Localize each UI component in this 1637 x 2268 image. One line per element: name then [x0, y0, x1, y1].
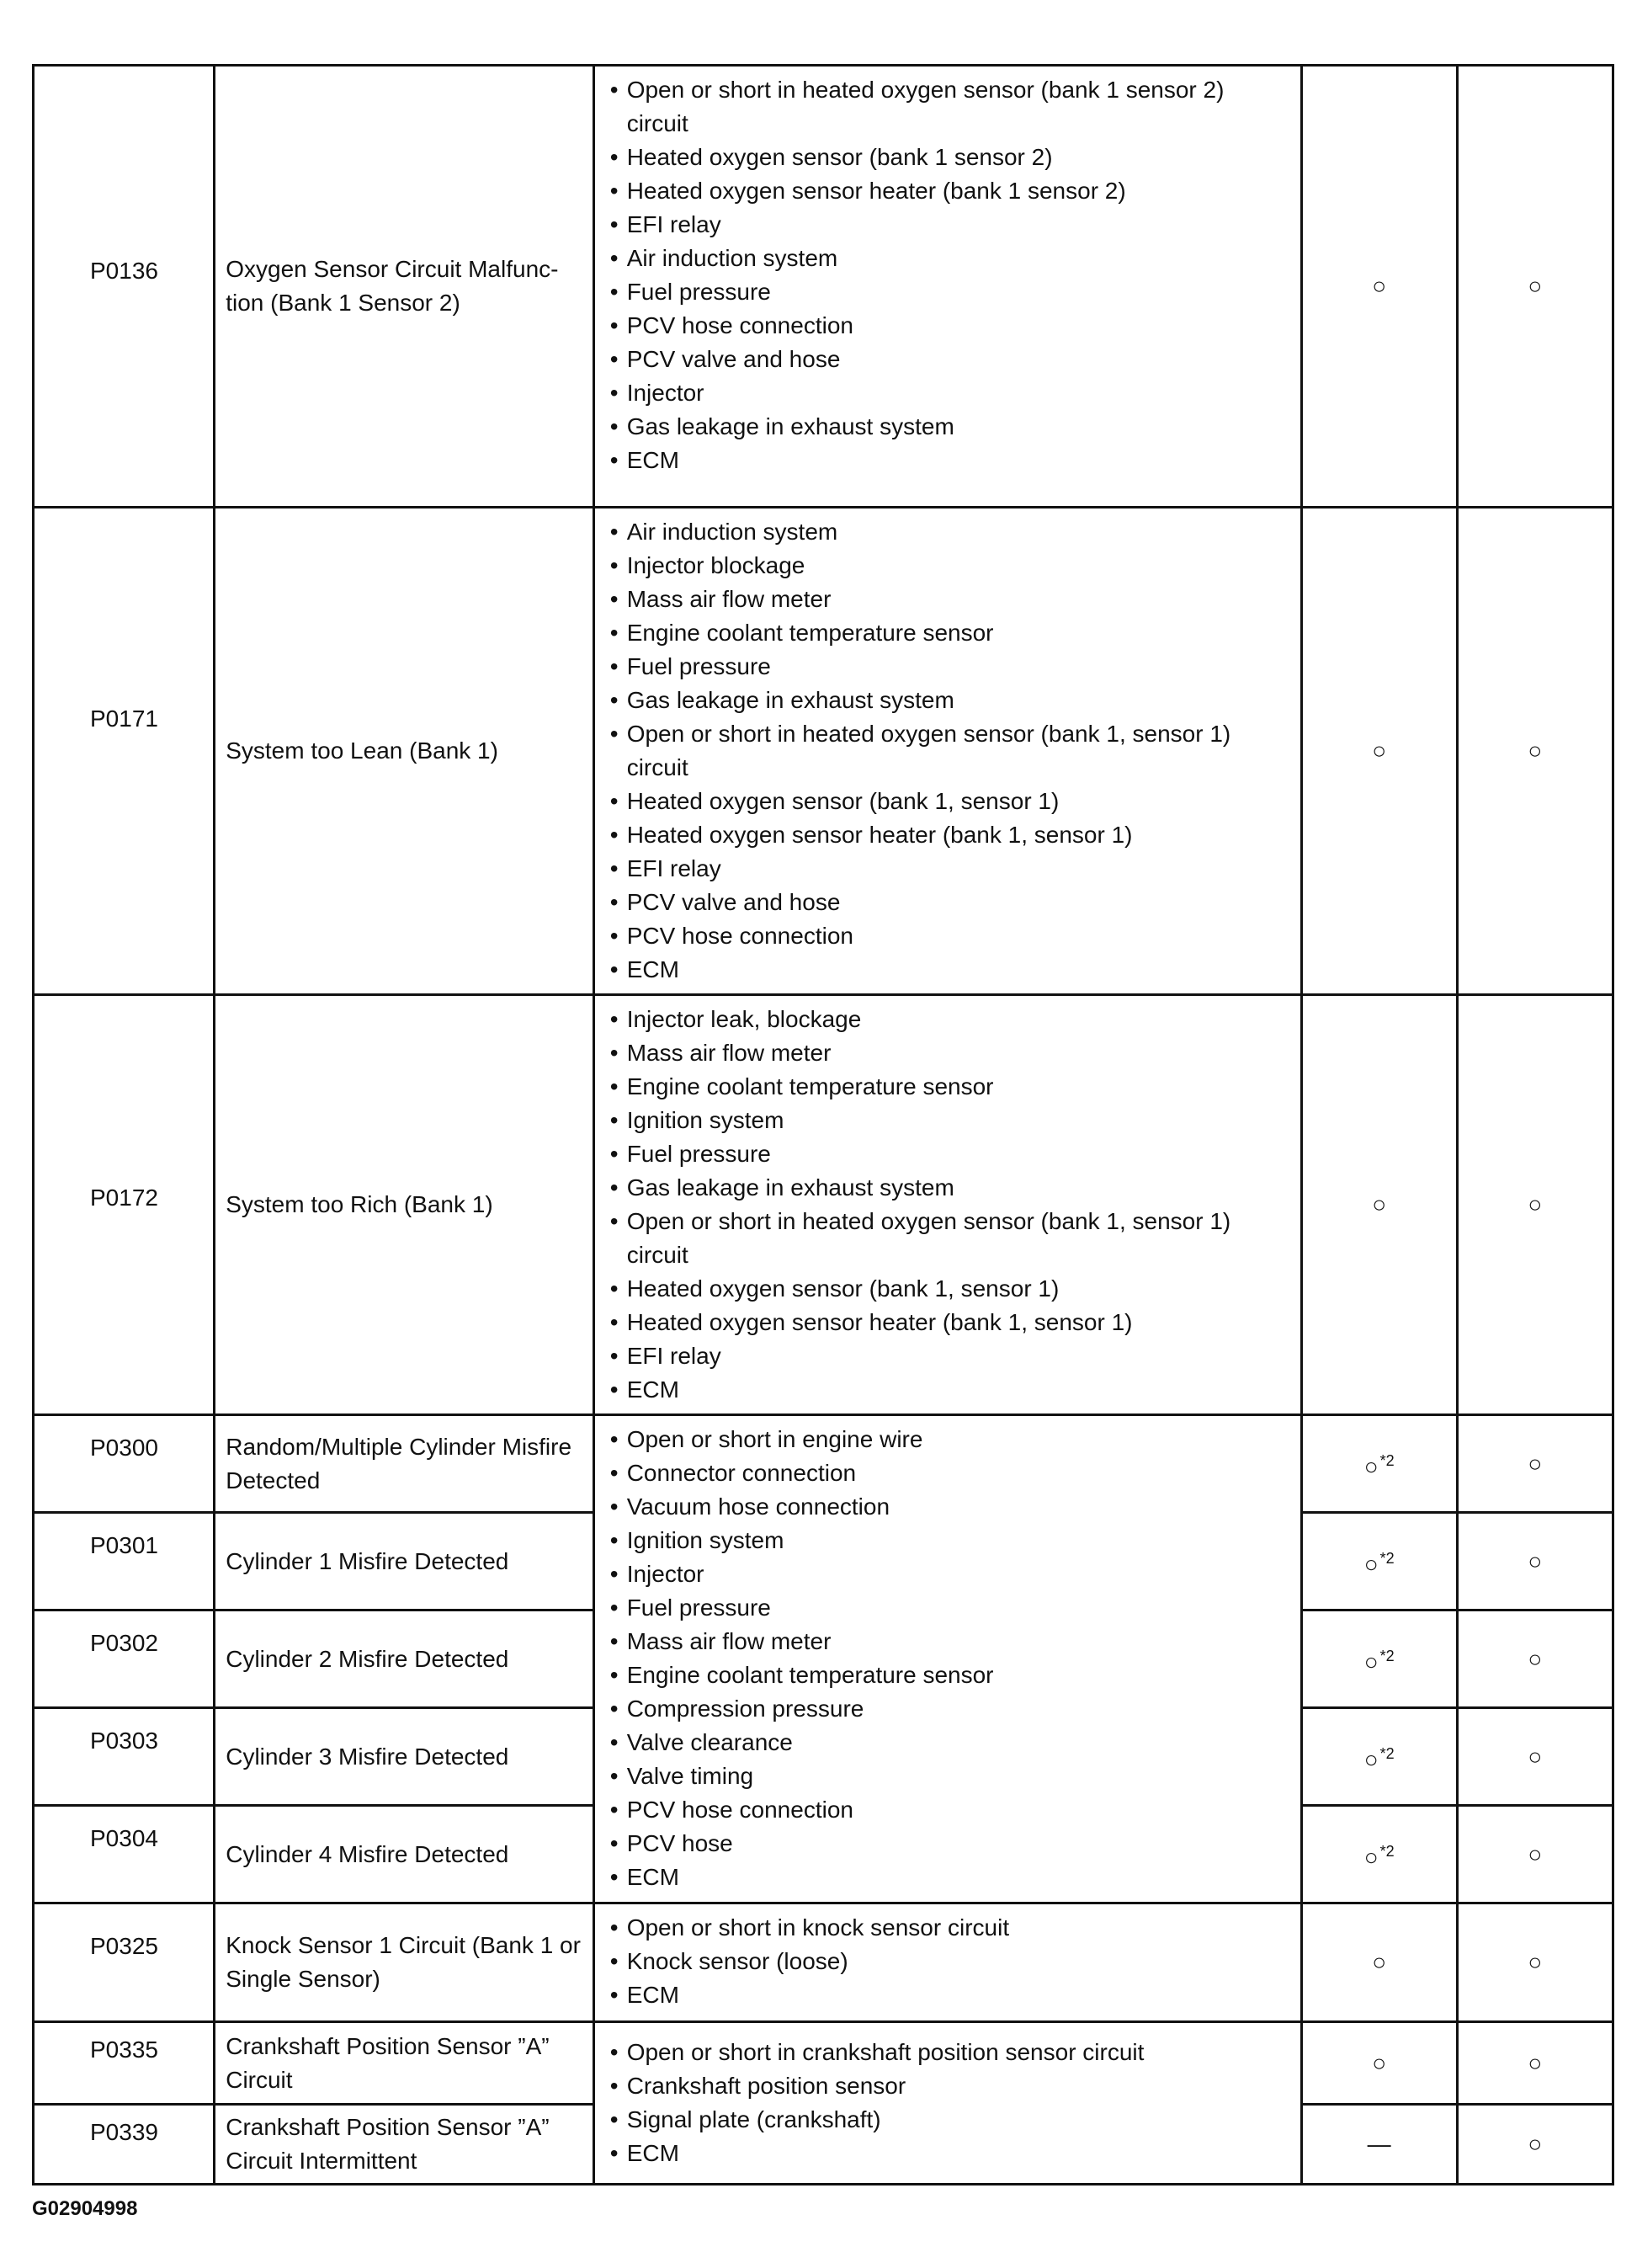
memory-cell: [1457, 1806, 1613, 1903]
mil-cell: [1301, 1903, 1457, 2022]
dtc-code-cell: [34, 2022, 215, 2105]
memory-cell: [1457, 1513, 1613, 1610]
dtc-code: P0304: [90, 1825, 158, 1851]
dtc-code: P0325: [90, 1933, 158, 1959]
cause-item: • Ignition system: [603, 1104, 1292, 1137]
cause-item: • EFI relay: [603, 1339, 1292, 1373]
memory-mark: ○: [1528, 1949, 1543, 1975]
cause-list: [603, 2036, 1292, 2170]
mil-cell: [1301, 1610, 1457, 1708]
dtc-code-cell: [34, 2105, 215, 2185]
memory-mark: ○: [1528, 737, 1543, 764]
cause-item: • Heated oxygen sensor heater (bank 1 sensor 2): [603, 174, 1292, 208]
dtc-code-cell: [34, 1513, 215, 1610]
memory-mark: ○: [1528, 1191, 1543, 1217]
cause-item: • PCV valve and hose: [603, 886, 1292, 919]
dtc-title: Crankshaft Position Sensor ”A” Circuit: [215, 2022, 593, 2105]
mil-mark: ○: [1363, 1844, 1379, 1871]
cause-item: • Heated oxygen sensor (bank 1, sensor 1): [603, 785, 1292, 818]
cause-item: • Signal plate (crankshaft): [603, 2103, 1292, 2137]
dtc-title: Knock Sensor 1 Circuit (Bank 1 or Single Sensor): [215, 1903, 593, 2022]
cause-item: • Heated oxygen sensor heater (bank 1, sensor 1): [603, 818, 1292, 852]
cause-item: • Engine coolant temperature sensor: [603, 1658, 1292, 1692]
mil-cell: [1301, 66, 1457, 508]
dtc-code-cell: [34, 66, 215, 508]
mil-cell: [1301, 1513, 1457, 1610]
table-row: [34, 2022, 1613, 2105]
cause-item: • PCV valve and hose: [603, 343, 1292, 376]
dtc-code: P0171: [90, 705, 158, 732]
cause-item: • EFI relay: [603, 852, 1292, 886]
footnote-mark: *2: [1379, 1744, 1395, 1762]
dtc-title: Crankshaft Position Sensor ”A” Circuit Intermittent: [215, 2105, 593, 2185]
cause-list: [603, 1423, 1292, 1894]
dtc-title: Cylinder 4 Misfire Detected: [215, 1806, 593, 1903]
dtc-title: Cylinder 2 Misfire Detected: [215, 1610, 593, 1708]
cause-item: • Open or short in heated oxygen sensor (bank 1, sensor 1) circuit: [603, 1205, 1292, 1272]
dtc-code-cell: [34, 1708, 215, 1806]
cause-item: • Gas leakage in exhaust system: [603, 410, 1292, 444]
memory-mark: ○: [1528, 1547, 1543, 1574]
dtc-title: Oxygen Sensor Circuit Malfunc-tion (Bank 1 Sensor 2): [215, 66, 593, 508]
cause-item: • ECM: [603, 444, 1292, 477]
mil-mark: —: [1367, 2131, 1391, 2157]
dtc-code: P0136: [90, 258, 158, 284]
table-row: [34, 508, 1613, 995]
cause-item: • Gas leakage in exhaust system: [603, 684, 1292, 717]
dtc-table: [32, 64, 1614, 2185]
cause-item: • Gas leakage in exhaust system: [603, 1171, 1292, 1205]
dtc-title: Cylinder 3 Misfire Detected: [215, 1708, 593, 1806]
cause-item: • Knock sensor (loose): [603, 1945, 1292, 1978]
cause-item: • ECM: [603, 1373, 1292, 1407]
dtc-code: P0300: [90, 1435, 158, 1461]
cause-item: • Fuel pressure: [603, 1137, 1292, 1171]
dtc-code: P0335: [90, 2036, 158, 2063]
dtc-code: P0301: [90, 1532, 158, 1558]
trouble-area-cell: [593, 66, 1301, 508]
memory-cell: [1457, 1708, 1613, 1806]
dtc-code-cell: [34, 1610, 215, 1708]
dtc-code: P0339: [90, 2119, 158, 2145]
trouble-area-cell: [593, 1415, 1301, 1903]
mil-mark: ○: [1372, 2049, 1387, 2076]
cause-item: • PCV hose: [603, 1827, 1292, 1861]
dtc-code-cell: [34, 1903, 215, 2022]
cause-list: [603, 515, 1292, 987]
cause-item: • Air induction system: [603, 242, 1292, 275]
dtc-title: Random/Multiple Cylinder Misfire Detected: [215, 1415, 593, 1513]
cause-item: • PCV hose connection: [603, 309, 1292, 343]
cause-item: • Air induction system: [603, 515, 1292, 549]
mil-cell: [1301, 1708, 1457, 1806]
dtc-code: P0302: [90, 1630, 158, 1656]
trouble-area-cell: [593, 2022, 1301, 2185]
memory-cell: [1457, 508, 1613, 995]
memory-cell: [1457, 2105, 1613, 2185]
cause-item: • Open or short in heated oxygen sensor (bank 1, sensor 1) circuit: [603, 717, 1292, 785]
memory-cell: [1457, 1903, 1613, 2022]
cause-item: • Injector: [603, 376, 1292, 410]
dtc-title: Cylinder 1 Misfire Detected: [215, 1513, 593, 1610]
memory-mark: ○: [1528, 1743, 1543, 1770]
memory-mark: ○: [1528, 1840, 1543, 1867]
cause-item: • Engine coolant temperature sensor: [603, 616, 1292, 650]
cause-item: • Open or short in crankshaft position sensor circuit: [603, 2036, 1292, 2069]
dtc-code: P0172: [90, 1185, 158, 1211]
figure-id: G02904998: [32, 2197, 138, 2220]
cause-item: • ECM: [603, 2137, 1292, 2170]
cause-list: [603, 1911, 1292, 2012]
cause-item: • ECM: [603, 1861, 1292, 1894]
footnote-mark: *2: [1379, 1451, 1395, 1469]
memory-cell: [1457, 995, 1613, 1415]
cause-list: [603, 73, 1292, 477]
mil-cell: [1301, 2105, 1457, 2185]
memory-mark: ○: [1528, 2131, 1543, 2157]
cause-item: • Valve clearance: [603, 1726, 1292, 1760]
footnote-mark: *2: [1379, 1549, 1395, 1567]
cause-item: • ECM: [603, 953, 1292, 987]
dtc-code-cell: [34, 995, 215, 1415]
mil-cell: [1301, 995, 1457, 1415]
trouble-area-cell: [593, 995, 1301, 1415]
cause-item: • Heated oxygen sensor (bank 1, sensor 1): [603, 1272, 1292, 1306]
mil-cell: [1301, 1415, 1457, 1513]
cause-item: • Fuel pressure: [603, 275, 1292, 309]
cause-item: • Ignition system: [603, 1524, 1292, 1557]
cause-item: • EFI relay: [603, 208, 1292, 242]
dtc-code-cell: [34, 1415, 215, 1513]
cause-item: • Injector leak, blockage: [603, 1003, 1292, 1036]
mil-mark: ○: [1372, 1191, 1387, 1217]
memory-mark: ○: [1528, 1645, 1543, 1672]
trouble-area-cell: [593, 508, 1301, 995]
cause-item: • Open or short in heated oxygen sensor (bank 1 sensor 2) circuit: [603, 73, 1292, 141]
cause-item: • Heated oxygen sensor (bank 1 sensor 2): [603, 141, 1292, 174]
dtc-code: P0303: [90, 1728, 158, 1754]
mil-mark: ○: [1363, 1746, 1379, 1773]
cause-list: [603, 1003, 1292, 1407]
mil-mark: ○: [1363, 1453, 1379, 1480]
cause-item: • ECM: [603, 1978, 1292, 2012]
trouble-area-cell: [593, 1903, 1301, 2022]
mil-mark: ○: [1372, 1949, 1387, 1975]
memory-mark: ○: [1528, 273, 1543, 299]
cause-item: • Fuel pressure: [603, 650, 1292, 684]
mil-cell: [1301, 2022, 1457, 2105]
footnote-mark: *2: [1379, 1647, 1395, 1664]
memory-mark: ○: [1528, 2049, 1543, 2076]
cause-item: • Open or short in knock sensor circuit: [603, 1911, 1292, 1945]
dtc-title: System too Rich (Bank 1): [215, 995, 593, 1415]
dtc-code-cell: [34, 508, 215, 995]
memory-mark: ○: [1528, 1450, 1543, 1477]
table-row: [34, 995, 1613, 1415]
cause-item: • Injector: [603, 1557, 1292, 1591]
mil-cell: [1301, 508, 1457, 995]
table-row: [34, 66, 1613, 508]
memory-cell: [1457, 1610, 1613, 1708]
cause-item: • Valve timing: [603, 1760, 1292, 1793]
cause-item: • PCV hose connection: [603, 919, 1292, 953]
mil-mark: ○: [1372, 737, 1387, 764]
cause-item: • Crankshaft position sensor: [603, 2069, 1292, 2103]
cause-item: • PCV hose connection: [603, 1793, 1292, 1827]
table-row: [34, 1415, 1613, 1513]
cause-item: • Injector blockage: [603, 549, 1292, 583]
cause-item: • Compression pressure: [603, 1692, 1292, 1726]
memory-cell: [1457, 1415, 1613, 1513]
dtc-title: System too Lean (Bank 1): [215, 508, 593, 995]
cause-item: • Fuel pressure: [603, 1591, 1292, 1625]
mil-mark: ○: [1372, 273, 1387, 299]
cause-item: • Connector connection: [603, 1456, 1292, 1490]
mil-cell: [1301, 1806, 1457, 1903]
cause-item: • Engine coolant temperature sensor: [603, 1070, 1292, 1104]
cause-item: • Mass air flow meter: [603, 1036, 1292, 1070]
cause-item: • Open or short in engine wire: [603, 1423, 1292, 1456]
memory-cell: [1457, 2022, 1613, 2105]
memory-cell: [1457, 66, 1613, 508]
cause-item: • Mass air flow meter: [603, 583, 1292, 616]
cause-item: • Mass air flow meter: [603, 1625, 1292, 1658]
footnote-mark: *2: [1379, 1842, 1395, 1860]
cause-item: • Heated oxygen sensor heater (bank 1, sensor 1): [603, 1306, 1292, 1339]
mil-mark: ○: [1363, 1551, 1379, 1578]
mil-mark: ○: [1363, 1648, 1379, 1675]
table-row: [34, 1903, 1613, 2022]
dtc-code-cell: [34, 1806, 215, 1903]
cause-item: • Vacuum hose connection: [603, 1490, 1292, 1524]
